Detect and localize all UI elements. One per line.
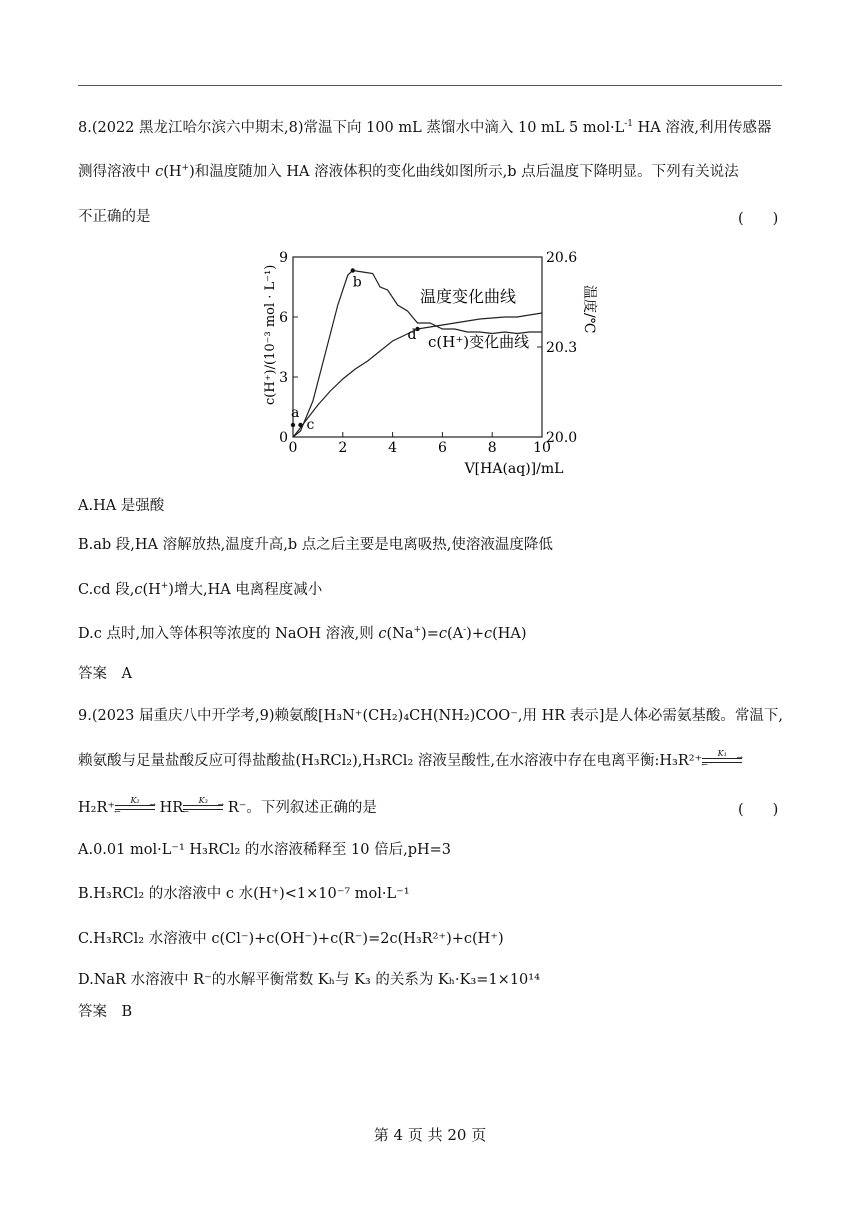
- eq-arrow-k3: K₃ ⇀ ↽: [183, 801, 223, 815]
- q9-stem-line2: [78, 751, 742, 771]
- eq-arrow-k2: K₂ ⇀ ↽: [115, 801, 155, 815]
- h-series-label: c(H⁺)变化曲线: [428, 333, 530, 351]
- q8-opt-d-mid: )=: [421, 626, 439, 642]
- q9-stem2-text: 赖氨酸与足量盐酸反应可得盐酸盐(H₃RCl₂),H₃RCl₂ 溶液呈酸性,在水溶液中存在电离平衡:H₃R²⁺: [78, 753, 703, 769]
- x-tick-label: 8: [487, 440, 497, 456]
- q8-opt-d-sup2: -: [463, 625, 467, 636]
- q8-stem2-rest: )和温度随加入 HA 溶液体积的变化曲线如图所示,b 点后温度下降明显。下列有关说法: [189, 164, 739, 180]
- q9-h2r: H₂R⁺: [78, 800, 116, 816]
- q8-opt-d-b: (Na: [386, 626, 414, 642]
- q9-stem-line3: [78, 798, 377, 818]
- x-axis-ticks: [289, 432, 551, 456]
- q8-opt-d-a: D.c 点时,加入等体积等浓度的 NaOH 溶液,则: [78, 626, 379, 642]
- x-axis-title: V[HA(aq)]/mL: [464, 461, 564, 477]
- q8-opt-c-b: (H: [142, 582, 161, 598]
- y-left-tick-label: 9: [279, 250, 288, 266]
- q8-answer: 答案 A: [78, 666, 132, 682]
- q8-stem-text: 8.(2022 黑龙江哈尔滨六中期末,8)常温下向 100 mL 蒸馏水中滴入 10 mL 5 mol·L: [78, 120, 625, 136]
- y-right-axis-title: 温度/℃: [581, 285, 597, 334]
- q9-option-a: A.0.01 mol·L⁻¹ H₃RCl₂ 的水溶液稀释至 10 倍后,pH=3: [78, 842, 452, 858]
- x-tick-label: 10: [533, 440, 551, 456]
- q8-opt-d-b2: (A: [446, 626, 464, 642]
- q8-answer-paren: ( ): [738, 211, 779, 227]
- q8-opt-d-mid2: )+: [466, 626, 484, 642]
- q8-opt-d-c3: c: [483, 626, 493, 642]
- q8-stem-line3: 不正确的是: [78, 209, 151, 225]
- q8-opt-c-sup: +: [160, 581, 169, 592]
- q8-opt-c-c: c: [134, 582, 143, 598]
- q8-stem2-sup: +: [181, 163, 190, 174]
- q9-option-b: B.H₃RCl₂ 的水溶液中 c 水(H⁺)<1×10⁻⁷ mol·L⁻¹: [78, 886, 410, 902]
- q9-r-text: R⁻。下列叙述正确的是: [227, 800, 377, 816]
- point-label-c: c: [306, 417, 315, 433]
- q8-opt-c-rest: )增大,HA 电离程度减小: [168, 582, 323, 598]
- y-left-tick-label: 6: [279, 310, 288, 326]
- point-label-a: a: [291, 405, 300, 421]
- q8-stem2-c: c: [155, 164, 164, 180]
- y-left-tick-label: 0: [279, 430, 288, 446]
- q8-opt-d-c1: c: [378, 626, 387, 642]
- q8-option-a: A.HA 是强酸: [78, 498, 165, 514]
- y-left-axis-title: c(H⁺)/(10⁻³ mol · L⁻¹): [263, 264, 278, 405]
- y-left-tick-label: 3: [279, 370, 288, 386]
- temp-series-label: 温度变化曲线: [420, 287, 517, 306]
- q8-chart: [250, 245, 620, 480]
- y-right-tick-label: 20.6: [546, 250, 578, 266]
- q8-opt-c-a: C.cd 段,: [78, 582, 135, 598]
- point-a: [291, 423, 295, 427]
- q8-stem-line2: [78, 162, 739, 182]
- q8-opt-d-sup1: +: [413, 625, 422, 636]
- k1-label: K₁: [717, 749, 727, 758]
- q8-stem-sup: -1: [624, 119, 634, 130]
- q8-option-c: [78, 580, 322, 600]
- q9-hr: HR: [159, 800, 184, 816]
- y-right-tick-label: 20.3: [546, 340, 578, 356]
- header-rule: [78, 85, 782, 86]
- q8-stem-line1: [78, 118, 771, 138]
- point-label-b: b: [352, 274, 362, 291]
- q9-option-d: D.NaR 水溶液中 R⁻的水解平衡常数 Kₕ与 K₃ 的关系为 Kₕ·K₃=1×10¹⁴: [78, 972, 540, 988]
- q8-option-d: [78, 624, 527, 644]
- point-b: [351, 268, 355, 272]
- y-right-axis-ticks: [537, 250, 577, 446]
- q9-option-c: C.H₃RCl₂ 水溶液中 c(Cl⁻)+c(OH⁻)+c(R⁻)=2c(H₃R²⁺)+c(H⁺): [78, 931, 504, 947]
- k3-label: K₃: [198, 796, 208, 805]
- x-tick-label: 2: [338, 440, 348, 456]
- x-tick-label: 0: [288, 440, 298, 456]
- eq-arrow-k1: K₁ ⇀ ↽: [702, 754, 742, 768]
- x-tick-label: 6: [437, 440, 447, 456]
- q8-stem2-a: 测得溶液中: [78, 164, 156, 180]
- q9-answer: 答案 B: [78, 1004, 133, 1020]
- k2-label: K₂: [130, 796, 140, 805]
- q9-answer-paren: ( ): [738, 802, 779, 818]
- point-c: [298, 423, 302, 427]
- x-tick-label: 4: [388, 440, 398, 456]
- point-label-d: d: [407, 327, 417, 343]
- q8-stem2-b: (H: [163, 164, 182, 180]
- q9-stem-line1: 9.(2023 届重庆八中开学考,9)赖氨酸[H₃N⁺(CH₂)₄CH(NH₂)COO⁻,用 HR 表示]是人体必需氨基酸。常温下,: [78, 708, 784, 724]
- q8-opt-d-end: (HA): [492, 626, 527, 642]
- q8-stem-text-b: HA 溶液,利用传感器: [633, 120, 772, 136]
- q8-option-b: B.ab 段,HA 溶解放热,温度升高,b 点之后主要是电离吸热,使溶液温度降低: [78, 537, 553, 553]
- y-right-tick-label: 20.0: [546, 430, 578, 446]
- page-footer: 第 4 页 共 20 页: [373, 1126, 487, 1144]
- q8-opt-d-c2: c: [438, 626, 447, 642]
